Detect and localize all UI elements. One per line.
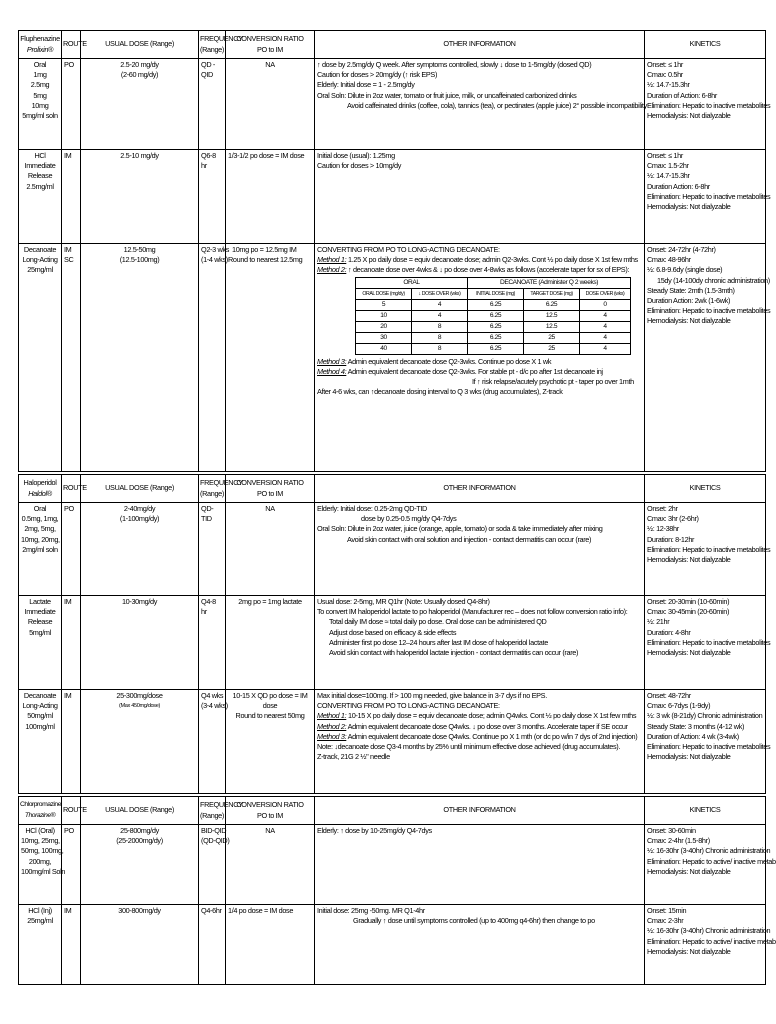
dose-cell: 25-300mg/dose (Max 450mg/dose) — [81, 690, 199, 794]
table-row — [19, 825, 766, 905]
form-cell: Oral 1mg 2.5mg 5mg 10mg 5mg/ml soln — [19, 59, 62, 150]
decanoate-taper-table — [355, 277, 631, 355]
form-cell: Decanoate Long-Acting 50mg/ml 100mg/ml — [19, 690, 62, 794]
drug-brand: Haldol® — [28, 488, 52, 498]
dose-cell: 300-800mg/dy — [81, 905, 199, 985]
conversion-header: CONVERSION RATIO PO to IM — [226, 475, 315, 503]
kinetics-cell: Onset: 48-72hr Cmax: 6-7dys (1-9dy) ½: 3 wk (8-21dy) Chronic administration Steady State: 3 months (4-12 wk) Duration of Action: 4 wk (3-4wk) Elimination: Hepatic to inactive metabolites Hemodialysis: Not dialyzable — [645, 690, 766, 794]
table-row: 20 8 6.25 12.5 4 — [356, 321, 631, 332]
kinetics-header: KINETICS — [645, 31, 766, 59]
column-header: ORAL DOSE (mg/dy) — [356, 288, 412, 299]
route-cell: IM — [62, 596, 81, 690]
frequency-cell: BID-QID (QD-QID) — [199, 825, 226, 905]
dose-cell: 2.5-10 mg/dy — [81, 150, 199, 244]
table-row — [19, 596, 766, 690]
form-cell: HCl Immediate Release 2.5mg/ml — [19, 150, 62, 244]
other-info-cell: Initial dose (usual): 1.25mg Caution for doses > 10mg/dy — [315, 150, 645, 244]
decanoate-group-header: DECANOATE (Administer Q 2 weeks) — [468, 277, 631, 288]
kinetics-header: KINETICS — [645, 797, 766, 825]
antipsychotic-dosing-table — [18, 30, 776, 985]
usual-dose-header: USUAL DOSE (Range) — [81, 31, 199, 59]
frequency-cell: Q4 wks (3-4 wks) — [199, 690, 226, 794]
conversion-cell: 10mg po = 12.5mg IM Round to nearest 12.5mg — [226, 244, 315, 472]
kinetics-cell: Onset: 24-72hr (4-72hr) Cmax: 48-96hr ½: 6.8-9.6dy (single dose) 15dy (14-100dy chronic administration) Steady State: 2mth (1.5-3mth) Duration Action: 2wk (1-6wk) Elimination: Hepatic to inactive metabolites Hemodialysis: Not dialyzable — [645, 244, 766, 472]
frequency-cell: Q2-3 wks (1-4 wks) — [199, 244, 226, 472]
dose-cell: 12.5-50mg (12.5-100mg) — [81, 244, 199, 472]
route-cell: PO — [62, 503, 81, 596]
other-info-cell: Initial dose: 25mg -50mg. MR Q1-4hr Gradually ↑ dose until symptoms controlled (up to 400mg q4-6hr) then change to po — [315, 905, 645, 985]
table-row — [19, 150, 766, 244]
column-header: DOSE OVER (wks) — [580, 288, 631, 299]
form-cell: Lactate Immediate Release 5mg/ml — [19, 596, 62, 690]
drug-name-cell — [19, 31, 62, 59]
frequency-cell: Q4-8 hr — [199, 596, 226, 690]
column-header: ↓ DOSE OVER (wks) — [412, 288, 468, 299]
other-info-header: OTHER INFORMATION — [315, 797, 645, 825]
kinetics-cell: Onset: 30-60min Cmax: 2-4hr (1.5-8hr) ½: 16-30hr (3-40hr) Chronic administration Elimination: Hepatic to active/ inactive metab Hemodialysis: Not dialyzable — [645, 825, 766, 905]
route-cell: IM — [62, 690, 81, 794]
form-cell: Decanoate Long-Acting 25mg/ml — [19, 244, 62, 472]
conversion-cell: 2mg po = 1mg lactate — [226, 596, 315, 690]
kinetics-cell: Onset: ≤ 1hr Cmax: 1.5-2hr ½: 14.7-15.3hr Duration Action: 6-8hr Elimination: Hepatic to inactive metabolites Hemodialysis: Not dialyzable — [645, 150, 766, 244]
frequency-cell: Q6-8 hr — [199, 150, 226, 244]
conversion-cell: NA — [226, 59, 315, 150]
table-row — [19, 59, 766, 150]
frequency-header: FREQUENCY (Range) — [199, 797, 226, 825]
dose-cell: 25-800mg/dy (25-2000mg/dy) — [81, 825, 199, 905]
frequency-cell: QD - QID — [199, 59, 226, 150]
usual-dose-header: USUAL DOSE (Range) — [81, 475, 199, 503]
conversion-cell: NA — [226, 503, 315, 596]
column-header: TARGET DOSE (mg) — [524, 288, 580, 299]
other-info-cell: Elderly: Initial dose: 0.25-2mg QD-TID dose by 0.25-0.5 mg/dy Q4-7dys Oral Soln: Dilute in 2oz water, juice (orange, apple, tomato) or soda & take immediately after mixing Avoid skin contact with oral solution and injection - contact dermatitis can occur (rare) — [315, 503, 645, 596]
route-cell: PO — [62, 59, 81, 150]
other-info-cell: Usual dose: 2-5mg, MR Q1hr (Note: Usually dosed Q4-8hr) To convert IM haloperidol lactate to po haloperidol (Manufacturer rec – does not follow conversion ratio info): Total daily IM dose ≈ total daily po dose. Oral dose can be administered QD Adjust dose based on efficacy & side effects Administer first po dose 12–24 hours after last IM dose of haloperidol lactate Avoid skin contact with haloperidol lactate injection - contact dermatitis can occur (rare) — [315, 596, 645, 690]
conversion-cell: 1/4 po dose = IM dose — [226, 905, 315, 985]
kinetics-header: KINETICS — [645, 475, 766, 503]
drug-brand: Thorazine® — [24, 811, 56, 819]
dose-cell: 2-40mg/dy (1-100mg/dy) — [81, 503, 199, 596]
drug-name-cell — [19, 797, 62, 825]
form-cell: Oral 0.5mg, 1mg, 2mg, 5mg, 10mg, 20mg, 2mg/ml soln — [19, 503, 62, 596]
conversion-cell: 1/3-1/2 po dose = IM dose — [226, 150, 315, 244]
table-row — [19, 244, 766, 472]
other-info-header: OTHER INFORMATION — [315, 31, 645, 59]
route-cell: IM SC — [62, 244, 81, 472]
table-row — [19, 690, 766, 794]
other-info-cell: Max initial dose=100mg. If > 100 mg needed, give balance in 3-7 dys if no EPS. CONVERTING FROM PO TO LONG-ACTING DECANOATE: Method 1: 10-15 X po daily dose = equiv decanoate dose; admin Q4wks. Cont ½ po daily dose X 1st few mths Method 2: Admin equivalent decanoate dose Q4wks. ↓ po dose over 3 months. Accelerate taper if SE occur Method 3: Admin equivalent decanoate dose Q4wks. Continue po X 1 mth (or dc po w/in 7 dys of 2nd injection) Note: ↓decanoate dose Q3-4 months by 25% until minimum effective dose achieved (drug accumulates). Z-track, 21G 2 ½" needle — [315, 690, 645, 794]
route-header: ROUTE — [62, 797, 81, 825]
other-info-cell: ↑ dose by 2.5mg/dy Q week. After symptoms controlled, slowly ↓ dose to 1-5mg/dy (dosed QD) Caution for doses > 20mg/dy (↑ risk EPS) Elderly: Initial dose = 1 - 2.5mg/dy Oral Soln: Dilute in 2oz water, tomato or fruit juice, milk, or uncaffeinated carbonized drinks Avoid caffeinated drinks (coffee, cola), tannics (tea), or pectinates (apple juice) 2° possible incompatibility — [315, 59, 645, 150]
table-row: 40 8 6.25 25 4 — [356, 343, 631, 354]
route-header: ROUTE — [62, 31, 81, 59]
drug-brand: Prolixin® — [26, 44, 54, 54]
table-row: 5 4 6.25 6.25 0 — [356, 299, 631, 310]
conversion-cell: NA — [226, 825, 315, 905]
haloperidol-header-row — [19, 475, 766, 503]
other-info-header: OTHER INFORMATION — [315, 475, 645, 503]
route-header: ROUTE — [62, 475, 81, 503]
other-info-cell: CONVERTING FROM PO TO LONG-ACTING DECANOATE: Method 1: 1.25 X po daily dose = equiv decanoate dose; admin Q2-3wks. Cont ½ po daily dose X 1st few mths Method 2: ↑ decanoate dose over 4wks & ↓ po dose over 4-8wks as follows (accelerate taper for sx of EPS): ORAL DECANOATE (Administer Q 2 weeks) ORAL DOSE (mg/dy) ↓ DOSE OVER (wks) INITIAL DOSE (mg) TARGET DOSE (mg) DOSE OVER (wks) 5 4 6.25 6.25 0 10 4 6.25 12.5 4 20 8 6.25 12.5 4 30 8 6.25 25 4 40 8 6.25 25 4 Method 3: Admin equivalent decanoate dose Q2-3wks. Continue po dose X 1 wk Method 4: Admin equivalent decanoate dose Q2-3wks. For stable pt - d/c po after 1st decanoate inj If ↑ risk relapse/acutely psychotic pt - taper po over 1mth After 4-6 wks, can ↑decanoate dosing interval to Q 3 wks (drug accumulates), Z-track — [315, 244, 645, 472]
table-row: 10 4 6.25 12.5 4 — [356, 310, 631, 321]
conversion-header: CONVERSION RATIO PO to IM — [226, 797, 315, 825]
kinetics-cell: Onset: 2hr Cmax: 3hr (2-6hr) ½: 12-38hr Duration: 8-12hr Elimination: Hepatic to inactive metabolites Hemodialysis: Not dialyzable — [645, 503, 766, 596]
table-row — [19, 503, 766, 596]
drug-reference-sheet — [18, 30, 776, 985]
route-cell: IM — [62, 150, 81, 244]
route-cell: IM — [62, 905, 81, 985]
form-cell: HCl (Inj) 25mg/ml — [19, 905, 62, 985]
kinetics-cell: Onset: 20-30min (10-60min) Cmax: 30-45min (20-60min) ½: 21hr Duration: 4-8hr Elimination: Hepatic to inactive metabolites Hemodialysis: Not dialyzable — [645, 596, 766, 690]
form-cell: HCl (Oral) 10mg, 25mg, 50mg, 100mg, 200mg, 100mg/ml Soln — [19, 825, 62, 905]
drug-name: Haloperidol — [23, 478, 57, 488]
conversion-header: CONVERSION RATIO PO to IM — [226, 31, 315, 59]
kinetics-cell: Onset: 15min Cmax: 2-3hr ½: 16-30hr (3-40hr) Chronic administration Elimination: Hepatic to active/ inactive metab Hemodialysis: Not dialyzable — [645, 905, 766, 985]
frequency-cell: QD-TID — [199, 503, 226, 596]
route-cell: PO — [62, 825, 81, 905]
oral-group-header: ORAL — [356, 277, 468, 288]
frequency-header: FREQUENCY (Range) — [199, 31, 226, 59]
drug-name: Fluphenazine — [20, 34, 60, 44]
frequency-cell: Q4-6hr — [199, 905, 226, 985]
drug-name: Chlorpromazine — [20, 801, 61, 809]
kinetics-cell: Onset: ≤ 1hr Cmax: 0.5hr ½: 14.7-15.3hr Duration of Action: 6-8hr Elimination: Hepatic to inactive metabolites Hemodialysis: Not dialyzable — [645, 59, 766, 150]
conversion-cell: 10-15 X QD po dose = IM dose Round to nearest 50mg — [226, 690, 315, 794]
dose-cell: 10-30mg/dy — [81, 596, 199, 690]
drug-name-cell — [19, 475, 62, 503]
frequency-header: FREQUENCY (Range) — [199, 475, 226, 503]
table-row — [19, 905, 766, 985]
other-info-cell: Elderly: ↑ dose by 10-25mg/dy Q4-7dys — [315, 825, 645, 905]
column-header: INITIAL DOSE (mg) — [468, 288, 524, 299]
dose-cell: 2.5-20 mg/dy (2-60 mg/dy) — [81, 59, 199, 150]
chlorpromazine-header-row — [19, 797, 766, 825]
usual-dose-header: USUAL DOSE (Range) — [81, 797, 199, 825]
table-row: 30 8 6.25 25 4 — [356, 332, 631, 343]
fluphenazine-header-row — [19, 31, 766, 59]
